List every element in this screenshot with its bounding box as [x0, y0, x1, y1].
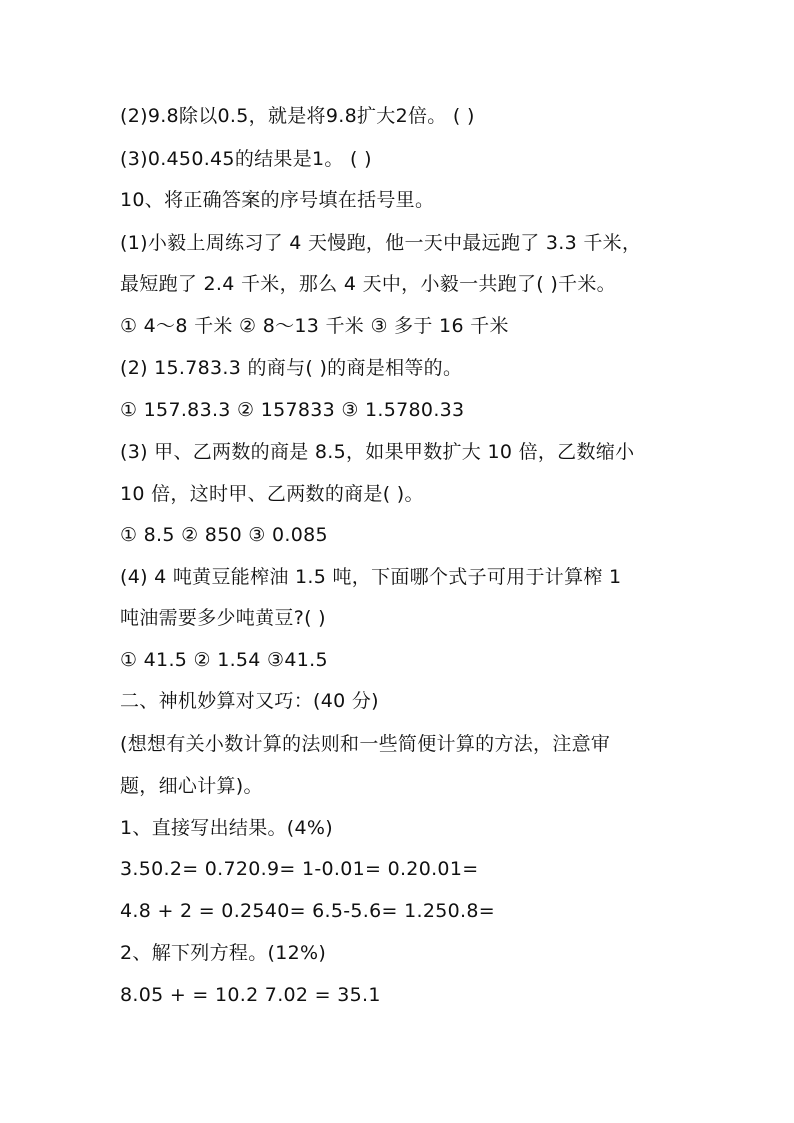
task-1-row-1: 3.50.2= 0.720.9= 1-0.01= 0.20.01= [120, 858, 479, 880]
task-2-equations: 8.05 + = 10.2 7.02 = 35.1 [120, 984, 381, 1006]
section-10-heading: 10、将正确答案的序号填在括号里。 [120, 189, 435, 211]
question-1-options: ① 4～8 千米 ② 8～13 千米 ③ 多于 16 千米 [120, 315, 509, 337]
section-2-instructions-line-2: 题，细心计算)。 [120, 775, 263, 797]
question-2-judgement: (2)9.8除以0.5，就是将9.8扩大2倍。 ( ) [120, 105, 475, 127]
section-2-heading: 二、神机妙算对又巧：(40 分) [120, 690, 379, 712]
question-3-text-line-2: 10 倍，这时甲、乙两数的商是( )。 [120, 483, 424, 505]
question-4-text-line-2: 吨油需要多少吨黄豆?( ) [120, 607, 326, 629]
task-1-row-2: 4.8 + 2 = 0.2540= 6.5-5.6= 1.250.8= [120, 900, 495, 922]
question-1-text-line-2: 最短跑了 2.4 千米，那么 4 天中，小毅一共跑了( )千米。 [120, 273, 616, 295]
question-2-options: ① 157.83.3 ② 157833 ③ 1.5780.33 [120, 399, 465, 421]
question-2-text: (2) 15.783.3 的商与( )的商是相等的。 [120, 357, 463, 379]
question-1-text-line-1: (1)小毅上周练习了 4 天慢跑，他一天中最远跑了 3.3 千米， [120, 232, 642, 254]
question-4-text-line-1: (4) 4 吨黄豆能榨油 1.5 吨，下面哪个式子可用于计算榨 1 [120, 566, 622, 588]
question-3-options: ① 8.5 ② 850 ③ 0.085 [120, 524, 328, 546]
question-4-options: ① 41.5 ② 1.54 ③41.5 [120, 649, 328, 671]
task-2-heading: 2、解下列方程。(12%) [120, 942, 327, 964]
section-2-instructions-line-1: (想想有关小数计算的法则和一些简便计算的方法，注意审 [120, 733, 611, 755]
question-3-judgement: (3)0.450.45的结果是1。 ( ) [120, 148, 372, 170]
question-3-text-line-1: (3) 甲、乙两数的商是 8.5，如果甲数扩大 10 倍，乙数缩小 [120, 441, 635, 463]
task-1-heading: 1、直接写出结果。(4%) [120, 817, 333, 839]
